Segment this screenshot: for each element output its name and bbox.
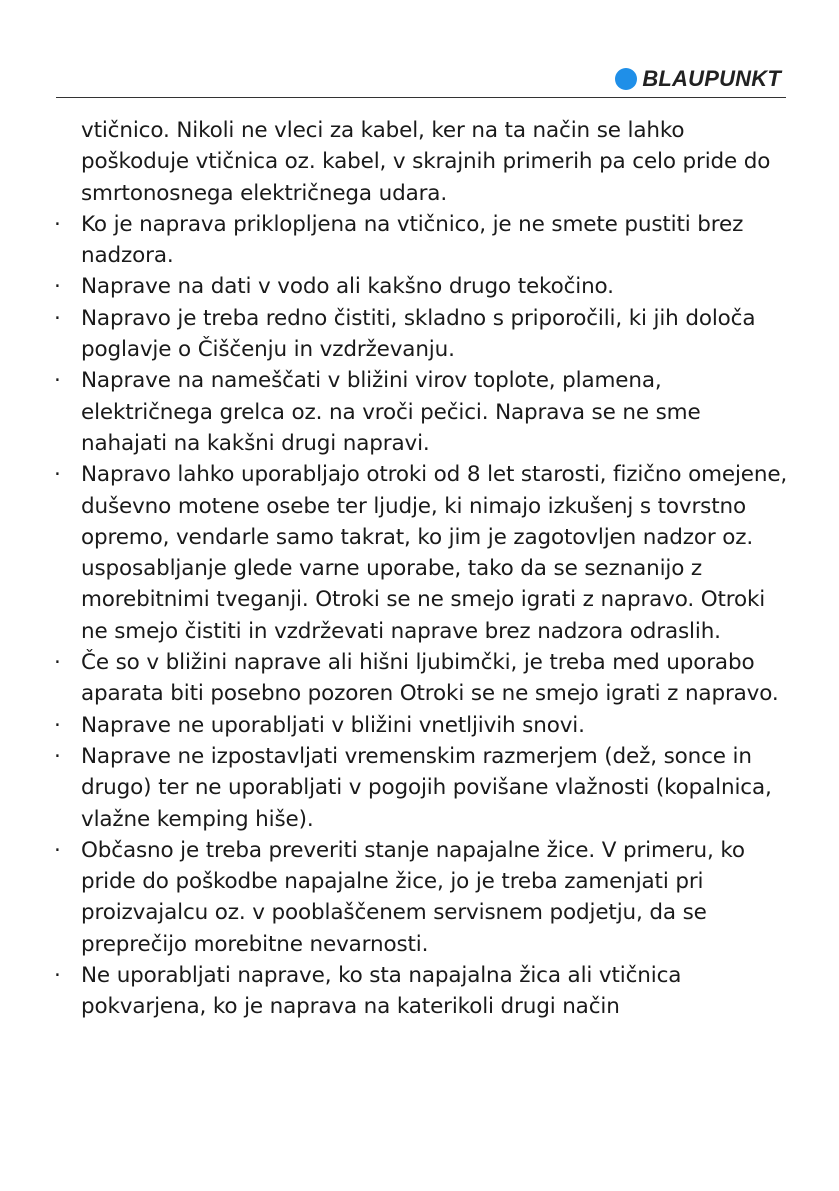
bullet-icon: · (54, 462, 61, 488)
bullet-icon: · (54, 743, 61, 769)
bullet-icon: · (54, 211, 61, 237)
brand-logo (615, 66, 781, 92)
list-item-text: Ko je naprava priklopljena na vtičnico, je ne smete pustiti brez nadzora. (81, 211, 744, 269)
list-item (54, 303, 789, 366)
list-item-text: Naprave na nameščati v bližini virov toplote, plamena, električnega grelca oz. na vroči pečici. Naprava se ne sme nahajati na kakšni drugi napravi. (81, 368, 701, 456)
list-item-text: Če so v bližini naprave ali hišni ljubimčki, je treba med uporabo aparata biti posebno pozoren Otroki se ne smejo igrati z napravo. (81, 650, 779, 707)
bullet-icon: · (54, 368, 61, 394)
bullet-icon: · (54, 305, 61, 331)
list-item-text: Naprave ne izpostavljati vremenskim razmerjem (dež, sonce in drugo) ter ne uporabljati v pogojih povišane vlažnosti (kopalnica, vlažne kemping hiše). (81, 743, 772, 832)
brand-dot-icon (615, 68, 637, 90)
page-header (0, 0, 839, 100)
bullet-icon: · (54, 963, 61, 989)
bullet-icon: · (54, 712, 61, 738)
list-item (54, 647, 789, 710)
list-item (54, 209, 789, 272)
list-item-text: Napravo je treba redno čistiti, skladno s priporočili, ki jih določa poglavje o Čiščenju in vzdrževanju. (81, 305, 756, 363)
list-item (54, 459, 789, 647)
safety-instructions (54, 115, 789, 1023)
list-item-text: Naprave ne uporabljati v bližini vnetljivih snovi. (81, 712, 585, 738)
list-item (54, 710, 789, 741)
bullet-icon: · (54, 837, 61, 863)
list-item-text: Naprave na dati v vodo ali kakšno drugo tekočino. (81, 274, 614, 300)
header-divider (56, 97, 786, 98)
list-item-text: Občasno je treba preveriti stanje napajalne žice. V primeru, ko pride do poškodbe napajalne žice, jo je treba zamenjati pri proizvajalcu oz. v pooblaščenem servisnem podjetju, da se preprečijo morebitne nevarnosti. (81, 837, 745, 957)
list-item (54, 741, 789, 835)
brand-name: BLAUPUNKT (642, 66, 781, 91)
list-item (54, 271, 789, 302)
list-item-text: Ne uporabljati naprave, ko sta napajalna žica ali vtičnica pokvarjena, ko je naprava na katerikoli drugi način (81, 963, 682, 1020)
list-item (54, 115, 789, 209)
list-item (54, 960, 789, 1023)
list-item-text: vtičnico. Nikoli ne vleci za kabel, ker na ta način se lahko poškoduje vtičnica oz. kabel, v skrajnih primerih pa celo pride do smrtonosnega električnega udara. (81, 118, 771, 206)
list-item-text: Napravo lahko uporabljajo otroki od 8 let starosti, fizično omejene, duševno motene osebe ter ljudje, ki nimajo izkušenj s tovrstno opremo, vendarle samo takrat, ko jim je zagotovljen nadzor oz. usposabljanje glede varne uporabe, tako da se seznanijo z morebitnimi tveganji. Otroki se ne smejo igrati z napravo. Otroki ne smejo čistiti in vzdrževati naprave brez nadzora odraslih. (81, 462, 788, 644)
list-item (54, 835, 789, 960)
bullet-icon: · (54, 274, 61, 300)
bullet-icon: · (54, 650, 61, 676)
list-item (54, 365, 789, 459)
